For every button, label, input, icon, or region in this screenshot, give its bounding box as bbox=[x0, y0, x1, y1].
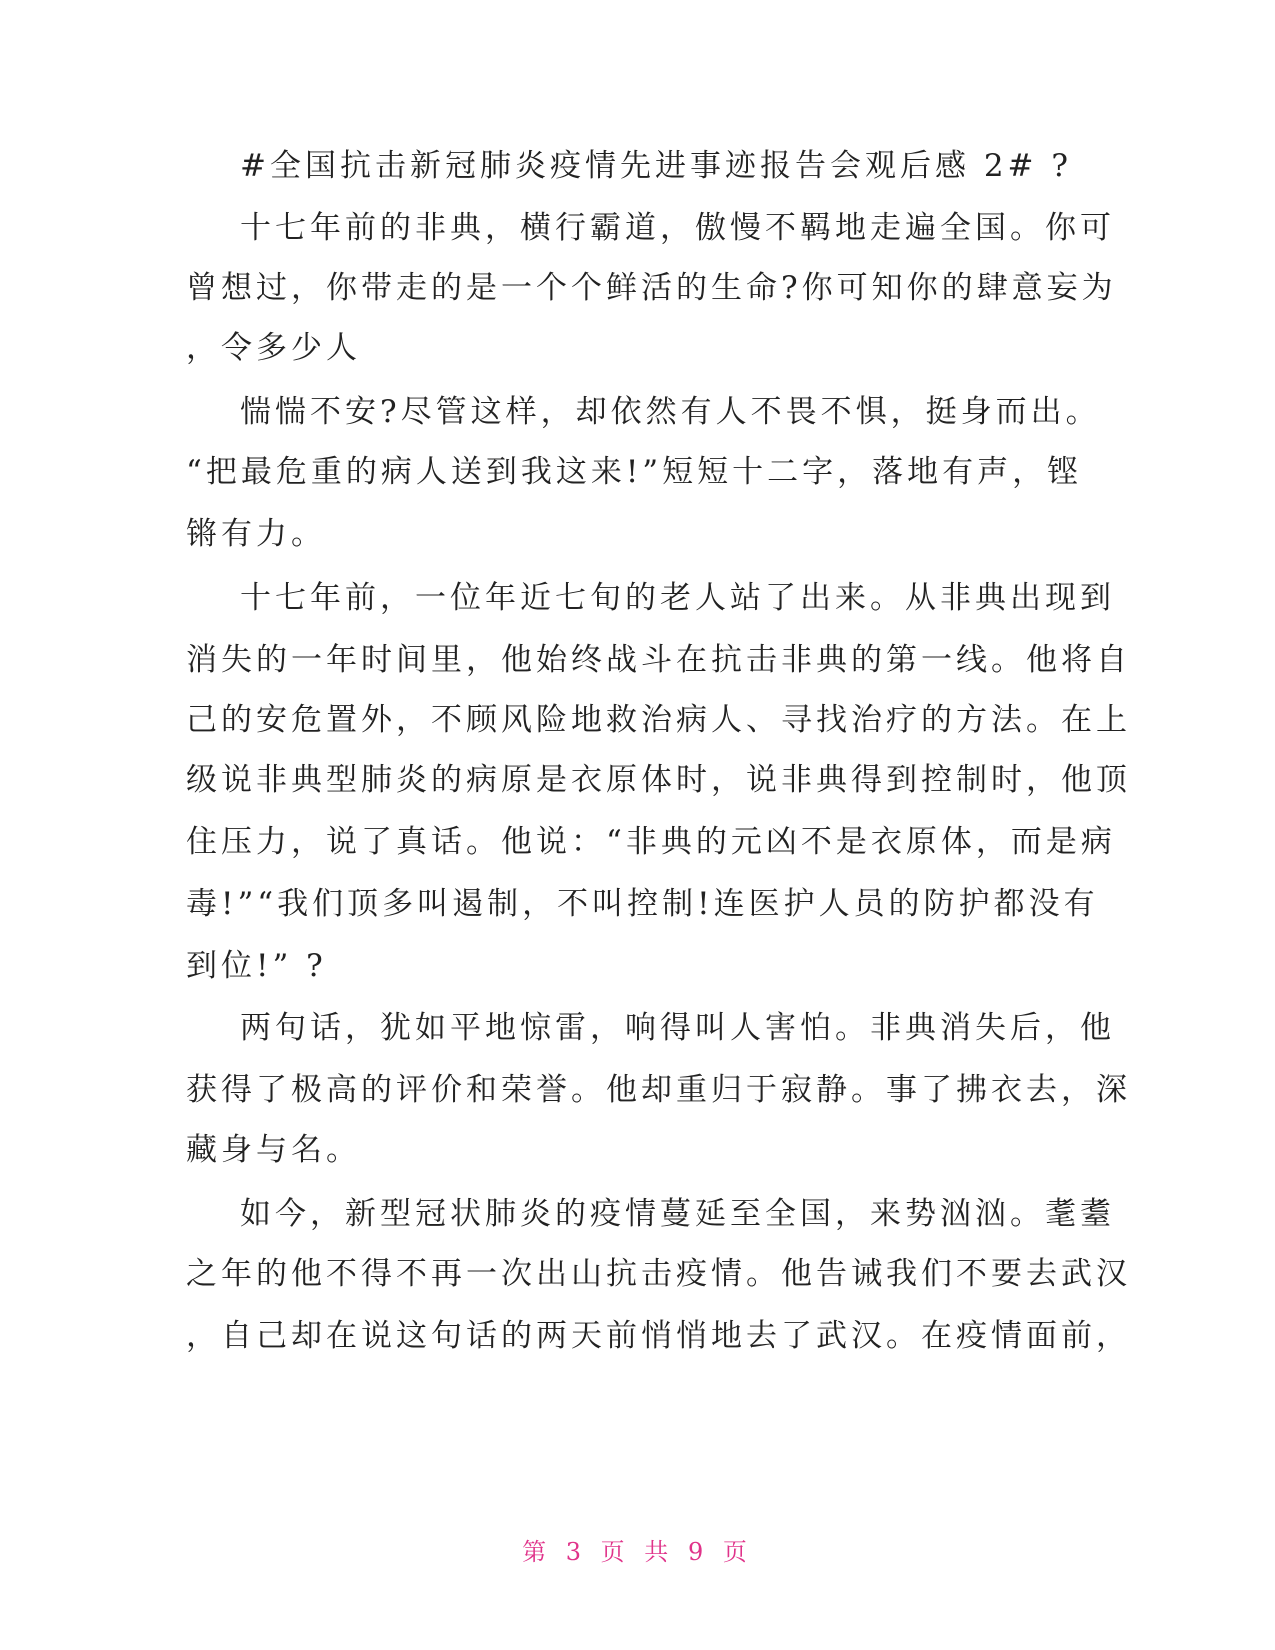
text-line: 两句话，犹如平地惊雷，响得叫人害怕。非典消失后，他 bbox=[240, 1010, 1115, 1046]
text-line: “把最危重的病人送到我这来!”短短十二字，落地有声，铿 bbox=[186, 454, 1083, 490]
text-line: 十七年前的非典，横行霸道，傲慢不羁地走遍全国。你可 bbox=[240, 210, 1115, 246]
text-line: 如今，新型冠状肺炎的疫情蔓延至全国，来势汹汹。耄耋 bbox=[240, 1196, 1115, 1232]
text-line: ，自己却在说这句话的两天前悄悄地去了武汉。在疫情面前， bbox=[186, 1318, 1131, 1354]
text-line: 十七年前，一位年近七旬的老人站了出来。从非典出现到 bbox=[240, 580, 1115, 616]
text-line: 藏身与名。 bbox=[186, 1132, 361, 1168]
text-line: ，令多少人 bbox=[186, 330, 361, 366]
text-line: 己的安危置外，不顾风险地救治病人、寻找治疗的方法。在上 bbox=[186, 702, 1131, 738]
text-line: 消失的一年时间里，他始终战斗在抗击非典的第一线。他将自 bbox=[186, 642, 1131, 678]
text-line: 锵有力。 bbox=[186, 516, 326, 552]
page-footer: 第 3 页 共 9 页 bbox=[522, 1538, 753, 1566]
text-line: 到位!” ? bbox=[186, 948, 327, 984]
text-line: 曾想过，你带走的是一个个鲜活的生命?你可知你的肆意妄为 bbox=[186, 270, 1117, 306]
text-line: 之年的他不得不再一次出山抗击疫情。他告诫我们不要去武汉 bbox=[186, 1256, 1131, 1292]
text-line: 级说非典型肺炎的病原是衣原体时，说非典得到控制时，他顶 bbox=[186, 762, 1131, 798]
text-line: 住压力，说了真话。他说：“非典的元凶不是衣原体，而是病 bbox=[186, 824, 1116, 860]
text-line: 惴惴不安?尽管这样，却依然有人不畏不惧，挺身而出。 bbox=[240, 394, 1101, 430]
document-title: #全国抗击新冠肺炎疫情先进事迹报告会观后感 2# ? bbox=[240, 148, 1072, 184]
text-line: 获得了极高的评价和荣誉。他却重归于寂静。事了拂衣去，深 bbox=[186, 1072, 1131, 1108]
text-line: 毒!”“我们顶多叫遏制，不叫控制!连医护人员的防护都没有 bbox=[186, 886, 1099, 922]
